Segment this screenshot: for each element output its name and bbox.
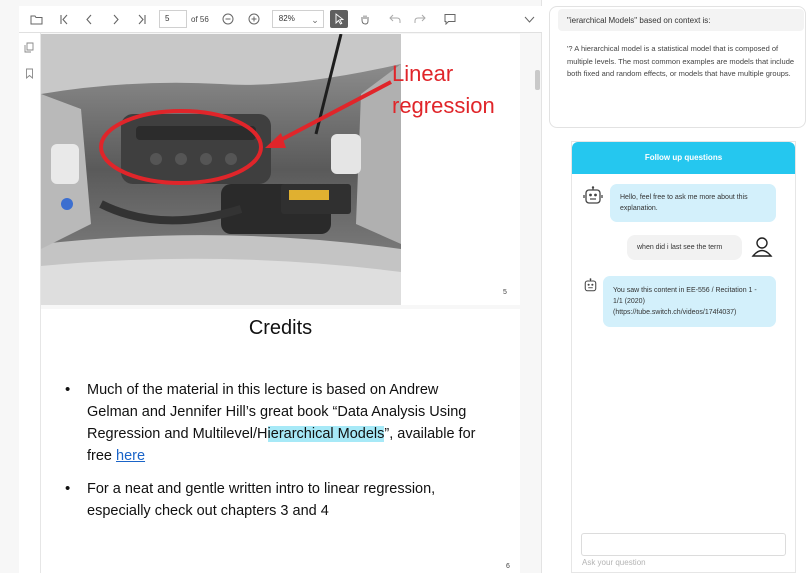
here-link[interactable]: here: [116, 448, 146, 464]
last-page-icon[interactable]: [133, 10, 151, 28]
bullet-1-text-cont: ”, available for free: [87, 426, 476, 464]
zoom-select[interactable]: [272, 10, 324, 28]
pdf-page-6: [41, 309, 520, 573]
zoom-out-icon[interactable]: [219, 10, 237, 28]
chat-header: Follow up questions: [572, 142, 795, 174]
folder-icon[interactable]: [27, 10, 45, 28]
redo-icon[interactable]: [411, 10, 429, 28]
pdf-toolbar: [19, 6, 542, 33]
viewer-scrollbar[interactable]: [535, 70, 540, 90]
page-number-5: 5: [503, 289, 507, 296]
bullet-item-1: [63, 379, 483, 467]
select-cursor-icon[interactable]: [330, 10, 348, 28]
bullet-1-text: Much of the material in this lecture is based on Andrew Gelman and Jennifer Hill’s great book “Data Analysis Using Regression and Multilevel/H: [87, 382, 467, 442]
bullet-item-2: • For a neat and gentle written intro to linear regression, especially check out chapters 3 and 4: [63, 478, 483, 522]
linear-regression-callout: [392, 58, 495, 122]
zoom-value: 82%: [278, 14, 295, 23]
explanation-card: [549, 6, 806, 128]
highlighted-term[interactable]: ierarchical Models: [267, 426, 385, 442]
first-page-icon[interactable]: [55, 10, 73, 28]
undo-icon[interactable]: [386, 10, 404, 28]
collapse-chevron-icon[interactable]: [520, 10, 538, 28]
callout-line-2: regression: [392, 93, 495, 118]
pdf-page-5: [41, 34, 520, 305]
chat-message-bot: Hello, feel free to ask me more about this explanation.: [610, 184, 776, 222]
chat-message-user: when did i last see the term: [627, 235, 742, 260]
comment-icon[interactable]: [441, 10, 459, 28]
engine-bay-photo: [41, 34, 401, 305]
page-number-6: 6: [506, 563, 510, 570]
thumbnail-sidebar: [19, 33, 41, 573]
chat-input-placeholder: Ask your question: [582, 558, 646, 567]
hand-pan-icon[interactable]: [356, 10, 374, 28]
pages-thumbnail-icon[interactable]: [24, 42, 35, 53]
prev-page-icon[interactable]: [80, 10, 98, 28]
robot-icon: [583, 186, 603, 206]
robot-icon: [583, 278, 598, 293]
slide-title: Credits: [248, 317, 313, 339]
bullet-list: [63, 379, 483, 533]
chat-message-bot: You saw this content in EE-556 / Recitation 1 - 1/1 (2020) (https://tube.switch.ch/videos/174f4037): [603, 276, 776, 327]
page-total-label: of 56: [191, 14, 209, 24]
follow-up-chat: [571, 141, 796, 573]
page-number-input[interactable]: 5: [159, 10, 187, 28]
user-icon: [751, 236, 773, 258]
callout-line-1: Linear: [392, 61, 454, 86]
chevron-down-icon: ⌄: [311, 15, 319, 25]
explanation-heading: "ierarchical Models" based on context is:: [558, 9, 804, 31]
chat-input[interactable]: [581, 533, 786, 556]
next-page-icon[interactable]: [107, 10, 125, 28]
zoom-in-icon[interactable]: [245, 10, 263, 28]
bookmark-icon[interactable]: [24, 68, 35, 79]
explanation-body: '? A hierarchical model is a statistical model that is composed of multiple levels. The most common examples are models that include both fixed and random effects, or models that have multiple groups.: [567, 44, 795, 78]
